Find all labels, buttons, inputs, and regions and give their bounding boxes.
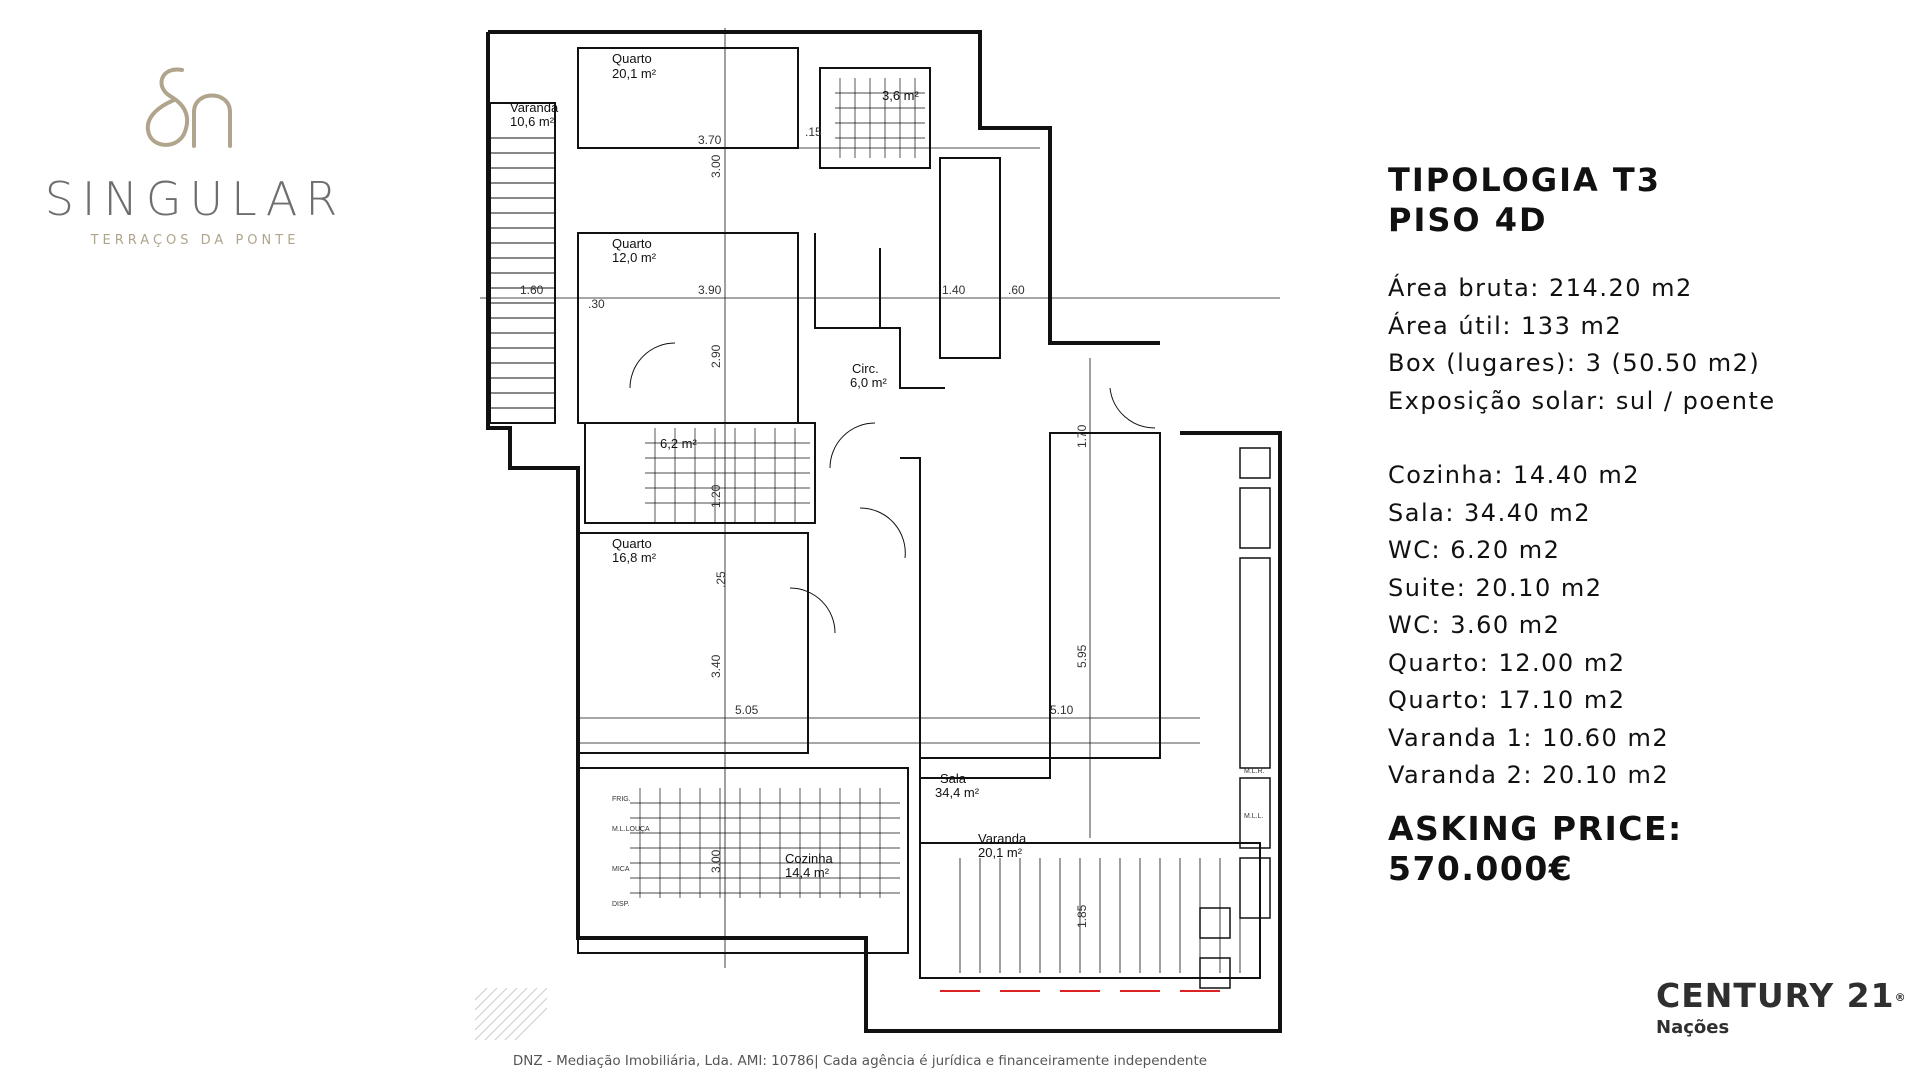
agency-name: CENTURY 21	[1656, 976, 1895, 1015]
brand-name: SINGULAR	[44, 172, 346, 226]
dimension-label: 1.70	[1075, 424, 1089, 448]
dimension-label: 5.95	[1075, 644, 1089, 668]
room-area: 12,0 m²	[612, 250, 657, 265]
appliance-label: MICA	[612, 866, 630, 873]
appliance-label: FRIG.	[612, 796, 631, 803]
area-item: Quarto: 17.10 m2	[1388, 686, 1626, 714]
dimension-label: .15	[805, 125, 822, 139]
floor-plan	[480, 28, 1290, 1038]
footer-disclaimer: DNZ - Mediação Imobiliária, Lda. AMI: 10786| Cada agência é jurídica e financeiramente independente	[512, 1053, 1208, 1069]
asking-price-value: 570.000€	[1388, 848, 1574, 888]
brand-tagline: TERRAÇOS DA PONTE	[90, 233, 300, 248]
dimension-label: 3.00	[709, 154, 723, 178]
dimension-label: 2.90	[709, 344, 723, 368]
appliance-label: M.L.L.	[1244, 813, 1264, 820]
asking-price-label: ASKING PRICE:	[1388, 808, 1683, 848]
property-info-panel	[1388, 160, 1888, 889]
dimension-label: .30	[588, 297, 605, 311]
floor-title: PISO 4D	[1388, 201, 1548, 239]
dimension-label: .60	[1008, 283, 1025, 297]
room-area: 20,1 m²	[978, 845, 1023, 860]
detail-useful-area: Área útil: 133 m2	[1388, 311, 1623, 340]
room-label: Circ.	[852, 361, 879, 376]
area-item: Quarto: 12.00 m2	[1388, 648, 1626, 677]
agency-branch: Nações	[1656, 1017, 1730, 1038]
detail-gross-area: Área bruta: 214.20 m2	[1388, 274, 1693, 302]
property-details	[1388, 270, 1888, 795]
area-item: Sala: 34.40 m2	[1388, 498, 1592, 527]
dimension-label: .25	[714, 571, 728, 588]
room-label: Varanda	[510, 100, 559, 115]
room-area: 6,2 m²	[660, 436, 697, 451]
singular-logo	[30, 60, 360, 260]
dimension-label: 3.70	[698, 133, 722, 147]
room-area: 34,4 m²	[935, 785, 980, 800]
area-item: WC: 3.60 m2	[1388, 611, 1561, 639]
room-label: Quarto	[612, 51, 652, 66]
dimension-label: 3.00	[709, 849, 723, 873]
area-item: Cozinha: 14.40 m2	[1388, 461, 1641, 489]
registered-icon: ®	[1894, 991, 1907, 1004]
area-item: Suite: 20.10 m2	[1388, 573, 1603, 602]
dimension-label: 5.10	[1050, 703, 1074, 717]
area-item: Varanda 2: 20.10 m2	[1388, 761, 1670, 789]
dimension-label: 3.40	[709, 654, 723, 678]
asking-price	[1388, 809, 1888, 889]
century21-logo	[1656, 976, 1906, 1038]
room-area: 3,6 m²	[882, 88, 919, 103]
room-area: 16,8 m²	[612, 550, 657, 565]
scale-hatch-icon	[475, 988, 547, 1040]
room-label: Quarto	[612, 536, 652, 551]
dimension-label: 1.20	[709, 484, 723, 508]
detail-sun-exposure: Exposição solar: sul / poente	[1388, 386, 1776, 415]
room-label: Cozinha	[785, 851, 833, 866]
area-item: Varanda 1: 10.60 m2	[1388, 723, 1670, 752]
dimension-label: 1.60	[520, 283, 544, 297]
room-area: 20,1 m²	[612, 66, 657, 81]
room-label: Sala	[940, 771, 967, 786]
room-area: 6,0 m²	[850, 375, 887, 390]
room-label: Varanda	[978, 831, 1027, 846]
dimension-label: 1.40	[942, 283, 966, 297]
dimension-label: 3.90	[698, 283, 722, 297]
room-label: Quarto	[612, 236, 652, 251]
detail-box: Box (lugares): 3 (50.50 m2)	[1388, 349, 1761, 377]
appliance-label: M.L.R.	[1244, 768, 1265, 775]
area-item: WC: 6.20 m2	[1388, 536, 1561, 564]
room-area: 14,4 m²	[785, 865, 830, 880]
typology-title: TIPOLOGIA T3	[1388, 161, 1662, 199]
appliance-label: DISP.	[612, 901, 630, 908]
singular-monogram-icon	[130, 60, 270, 160]
dimension-label: 5.05	[735, 703, 759, 717]
appliance-label: M.L.LOUÇA	[612, 826, 650, 833]
room-area: 10,6 m²	[510, 114, 555, 129]
dimension-label: 1.85	[1075, 904, 1089, 928]
